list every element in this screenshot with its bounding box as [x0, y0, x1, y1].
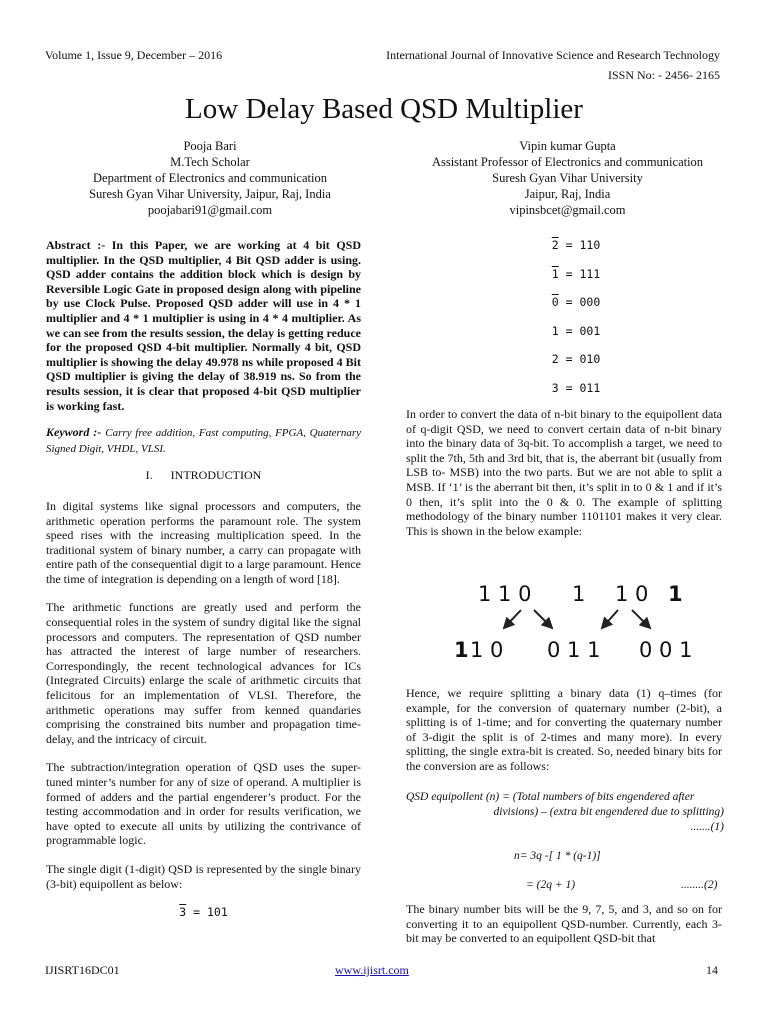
footer-code: IJISRT16DC01 [45, 963, 120, 977]
equation-3bar [46, 905, 361, 920]
intro-para-4: The single digit (1-digit) QSD is represented by the single binary (3-bit) equipollent as below: [46, 861, 361, 891]
split-top-4: 1 [668, 582, 683, 606]
eq-digit: 3 [551, 380, 559, 395]
section-title: INTRODUCTION [170, 468, 262, 483]
eq-digit: 2 [551, 352, 559, 366]
author-dept: Suresh Gyan Vihar University [492, 171, 643, 185]
issn: ISSN No: - 2456- 2165 [607, 68, 720, 82]
keywords [46, 425, 361, 456]
split-arrow-3 [602, 610, 618, 628]
author-2 [395, 138, 740, 218]
equation-row [406, 352, 746, 381]
eq-value: = 111 [565, 266, 601, 281]
formula-line-2: divisions) – (extra bit engendered due to splitting) [493, 806, 724, 818]
author-role: Assistant Professor of Electronics and communication [431, 155, 704, 169]
right-para-1 [406, 407, 722, 538]
right-para-2 [406, 686, 722, 774]
section-number: I. [145, 468, 153, 483]
split-figure [406, 580, 722, 670]
eq-digit: 2 [551, 238, 559, 252]
split-arrow-1 [504, 610, 521, 628]
intro-para-1: In digital systems like signal processors and computers, the arithmetic operation performs the paramount role. The system speed rises with the increasing multiplication speed. In the traditional system of binary number, a carry can propagate with entire path of the consequential digit to a large paramount. Hence the time of integration is depending on a length of word [18]. [46, 498, 361, 586]
left-column [46, 238, 361, 920]
volume-issue: Volume 1, Issue 9, December – 2016 [45, 48, 223, 62]
split-top-2: 1 [572, 582, 586, 606]
eq-value: = 000 [565, 295, 601, 309]
right-para-3 [406, 902, 722, 946]
equation-row [406, 295, 746, 324]
equation-row [406, 324, 746, 353]
intro-para-3: The subtraction/integration operation of QSD uses the super-tuned minter’s number for any of size of operand. A multiplier is formed of adders and the partial engenderer’s product. For the testing accommodation and in order for results verification, we have opted to execute all units by utilizing the contrivance of programmable logic. [46, 760, 361, 848]
footer-website-link[interactable]: www.ijisrt.com [335, 963, 409, 977]
eq-value: = 110 [565, 238, 601, 252]
eq-value: = 010 [565, 352, 601, 366]
splitting-paragraph: Hence, we require splitting a binary data (1) q–times (for example, for the conversion of quaternary number (2-bit), a splitting is of 1-time; and for converting the quaternary number of 3-digit the split is of 2-times and many more). In every splitting, the single extra-bit is created. So, needed binary bits for the conversion are as follows: [406, 686, 722, 773]
formula-row-4 [406, 878, 724, 893]
keyword-text: Carry free addition, Fast computing, FPGA, Quaternary Signed Digit, VHDL, VLSI. [46, 427, 361, 455]
split-arrow-2 [534, 610, 552, 628]
eq-digit: 0 [551, 295, 559, 309]
equation-row [406, 267, 746, 296]
author-email: vipinsbcet@gmail.com [509, 203, 626, 217]
journal-name: International Journal of Innovative Science and Research Technology [386, 48, 720, 62]
author-email: poojabari91@gmail.com [147, 203, 273, 217]
eq-value: = 101 [193, 905, 228, 920]
formula-line-3: n= 3q -[ 1 * (q-1)] [514, 850, 601, 862]
paper-title: Low Delay Based QSD Multiplier [185, 93, 583, 125]
author-1 [40, 138, 380, 218]
eq-digit: 1 [551, 266, 559, 281]
page-number: 14 [706, 963, 718, 977]
split-bottom-1: 1 [454, 638, 469, 662]
author-dept: Department of Electronics and communication [93, 171, 327, 185]
split-bottom-3: 0 1 1 [547, 638, 601, 662]
author-name: Pooja Bari [183, 139, 237, 153]
equation-list [406, 238, 746, 409]
split-bottom-4: 0 0 1 [639, 638, 693, 662]
conversion-paragraph: In order to convert the data of n-bit binary to the equipollent data of q-digit QSD, we need to convert certain data of n-bit binary into the binary data of 3q-bit. To accomplish a target, we need to split the 7th, 5th and 3rd bit, that is, the aberrant bit (usually from LSB to- MSB) into the two parts. But we are not able to split a MSB. If ‘1’ is the aberrant bit then, it’s split in to 0 & 1 and if it’s 0 then, it’s split into the 0 & 0. The example of splitting methodology of the binary number 1101101 makes it very clear. This is shown in the below example: [406, 407, 722, 538]
section-heading [46, 468, 361, 483]
split-top-1: 1 1 0 [478, 582, 532, 606]
split-top-3: 1 0 [615, 582, 649, 606]
binary-bits-paragraph: The binary number bits will be the 9, 7, 5, and 3, and so on for converting it to an equipollent QSD-number. Currently, each 3-bit may be converted to an equipollent QSD-bit that [406, 902, 722, 946]
author-affil: Jaipur, Raj, India [524, 187, 611, 201]
eq-digit: 1 [551, 323, 559, 338]
equation-row [406, 238, 746, 267]
keyword-label: Keyword :- [46, 425, 102, 440]
abstract: Abstract :- In this Paper, we are working at 4 bit QSD multiplier. In the QSD multiplier, 4 Bit QSD adder is using. QSD adder contains the addition block which is design by Reversible Logic Gate in proposed design along with pipeline by use Clock Pulse. Proposed QSD adder will use in 4 * 1 multiplier and 4 * 1 multiplier is using in 4 * 4 multiplier. As we can see from the results session, the delay is getting reduce for the proposed QSD 4-bit multiplier. Normally 4 bit, QSD multiplier is showing the delay 49.978 ns while proposed 4 Bit QSD multiplier is giving the delay of 38.919 ns. So from the results session, it is clear that proposed 4-bit QSD multiplier is working fast. [46, 238, 361, 413]
formula-ref-1: .......(1) [690, 821, 724, 833]
author-role: M.Tech Scholar [170, 155, 250, 169]
author-name: Vipin kumar Gupta [519, 139, 616, 153]
formula-line-4: = (2q + 1) [526, 879, 576, 891]
author-affil: Suresh Gyan Vihar University, Jaipur, Raj, India [89, 187, 331, 201]
eq-digit: 3 [179, 905, 187, 920]
formula-line-1: QSD equipollent (n) = (Total numbers of bits engendered after [406, 791, 695, 803]
formula-block [406, 790, 724, 893]
equation-row [406, 381, 746, 410]
eq-value: = 001 [565, 323, 601, 338]
split-bottom-2: 1 0 [470, 638, 504, 662]
formula-ref-2: ........(2) [681, 879, 718, 891]
split-arrow-4 [632, 610, 650, 628]
eq-value: = 011 [565, 380, 601, 395]
intro-para-2: The arithmetic functions are greatly used and perform the consequential roles in the system of sundry digital like the signal processors and computers. The representation of QSD number has attracted the interest of large number of researchers. Correspondingly, the recent technological advances for ICs (Integrated Circuits) enlarge the scale of arithmetic circuits that felicitous for an implementation of VLSI. Therefore, the arithmetic operations may suffer from kenned quandaries comprising the constrained bits number and propagation time-delay, and the intricacy of circuit. [46, 600, 361, 746]
